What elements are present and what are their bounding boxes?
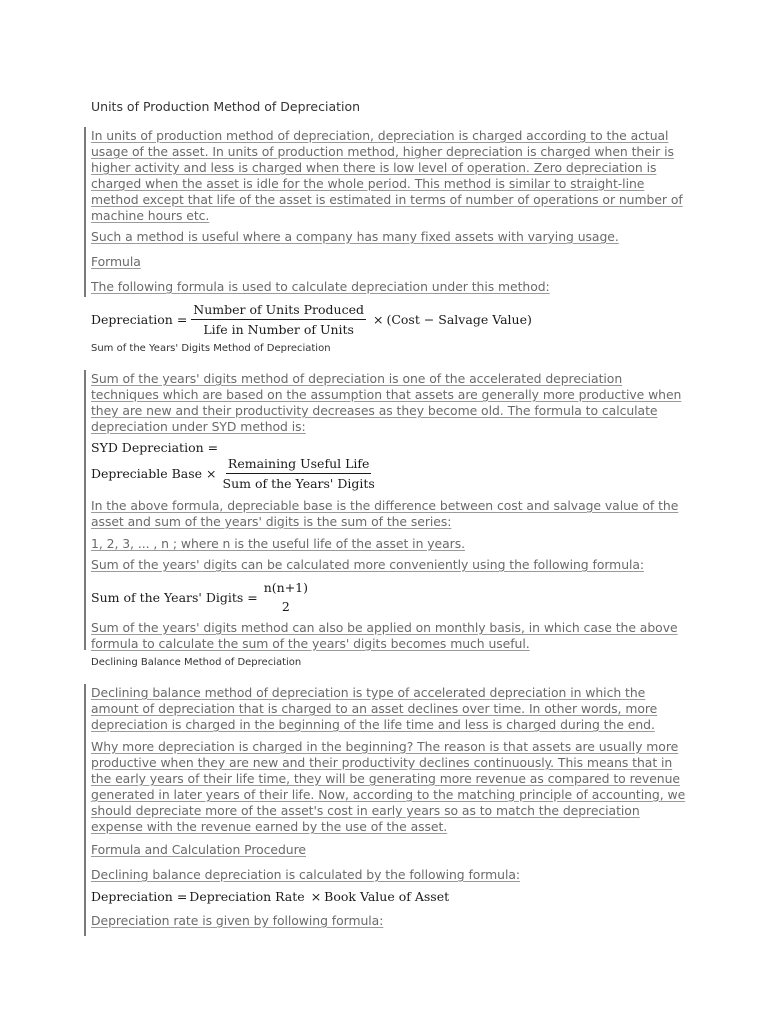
quote-bar [84,370,86,650]
formula-syd-line1: SYD Depreciation = [91,440,219,455]
formula-fraction [221,456,377,491]
formula-lhs: Depreciation = [91,889,188,904]
formula-numerator: Number of Units Produced [191,302,366,320]
paragraph: Why more depreciation is charged in the beginning? The reason is that assets are usually more productive when they are new and their productivity declines continuously. This means that in the early years of their life time, they will be generating more revenue as compared to revenue generated in later years of their life. Now, according to the matching principle of accounting, we should depreciate more of the asset's cost in early years so as to match the depreciation expense with the revenue earned by the use of the asset. [91,739,686,834]
paragraph: The following formula is used to calculate depreciation under this method: [91,279,550,294]
paragraph: Sum of the years' digits method can also be applied on monthly basis, in which case the above formula to calculate the sum of the years' digits becomes much useful. [91,620,678,651]
formula-syd [91,456,381,491]
formula-fraction [191,302,366,337]
section-heading-syd: Sum of the Years' Digits Method of Depreciation [91,343,331,354]
formula-times: × [372,312,384,327]
formula-sum-of-digits [91,580,314,614]
formula-rhs: (Cost − Salvage Value) [386,312,532,327]
paragraph: In units of production method of depreciation, depreciation is charged according to the actual usage of the asset. In units of production method, higher depreciation is charged when their is higher activity and less is charged when there is low level of operation. Zero depreciation is charged when the asset is idle for the whole period. This method is similar to straight-line method except that life of the asset is estimated in terms of number of operations or number of machine hours etc. [91,128,683,223]
formula-units-of-production [91,302,532,337]
paragraph: Sum of the years' digits method of depreciation is one of the accelerated depreciation techniques which are based on the assumption that assets are generally more productive when they are new and their productivity decreases as they become old. The formula to calculate depreciation under SYD method is: [91,371,682,434]
formula-fraction [262,580,310,614]
quote-bar [84,127,86,297]
paragraph: Sum of the years' digits can be calculated more conveniently using the following formula: [91,557,645,572]
formula-times: × [310,889,322,904]
formula-denominator: Life in Number of Units [203,322,354,337]
formula-lhs: Depreciation = [91,312,188,327]
paragraph: Declining balance method of depreciation is type of accelerated depreciation in which the amount of depreciation that is charged to an asset declines over time. In other words, more depreciation is charged in the beginning of the life time and less is charged during the end. [91,685,658,732]
paragraph: Such a method is useful where a company has many fixed assets with varying usage. [91,229,619,244]
paragraph: Depreciation rate is given by following formula: [91,913,384,928]
paragraph: 1, 2, 3, ... , n ; where n is the useful life of the asset in years. [91,536,466,551]
formula-numerator: n(n+1) [263,580,309,595]
formula-lhs: Depreciable Base × [91,466,217,481]
section-heading-declining-balance: Declining Balance Method of Depreciation [91,657,302,668]
formula-lhs: Sum of the Years' Digits = [91,589,258,605]
quote-bar [84,684,86,936]
formula-numerator: Remaining Useful Life [226,456,372,474]
formula-declining-balance [91,889,449,904]
formula-rate: Depreciation Rate [189,889,305,904]
paragraph: In the above formula, depreciable base is the difference between cost and salvage value of the asset and sum of the years' digits is the sum of the series: [91,498,679,529]
section-heading-units-of-production: Units of Production Method of Depreciation [91,99,361,114]
formula-denominator: 2 [281,599,290,614]
paragraph: Declining balance depreciation is calculated by the following formula: [91,867,521,882]
paragraph: Formula [91,254,141,269]
formula-rhs: Book Value of Asset [324,889,450,904]
formula-denominator: Sum of the Years' Digits [222,476,375,491]
paragraph: Formula and Calculation Procedure [91,842,306,857]
